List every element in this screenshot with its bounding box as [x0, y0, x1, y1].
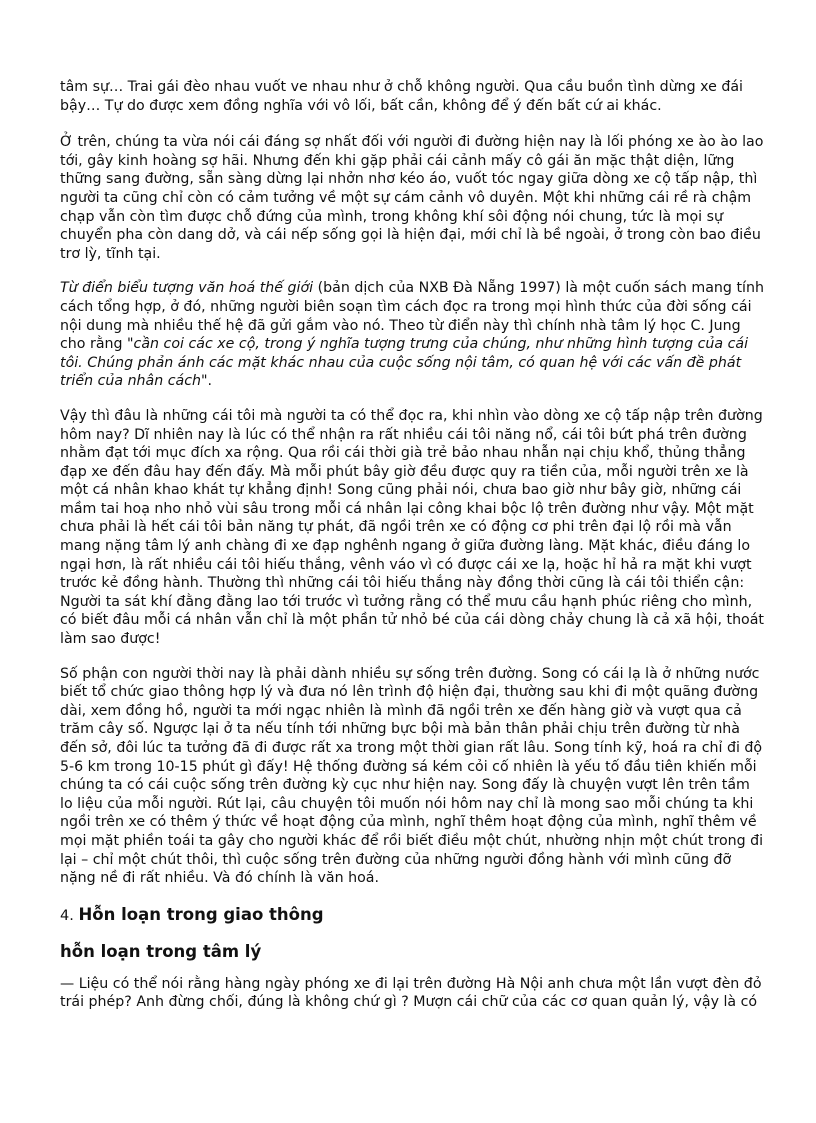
section-number: 4. — [60, 907, 79, 924]
section-subheading: hỗn loạn trong tâm lý — [60, 941, 262, 961]
paragraph-4: Vậy thì đâu là những cái tôi mà người ta có thể đọc ra, khi nhìn vào dòng xe cộ tấp nập trên đường hôm nay? Dĩ nhiên nay là lúc có thể nhận ra rất nhiều cái tôi năng nổ, cái tôi bứt phá trên đường nhằm đạt tới mục đích xa rộng. Qua rồi cái thời già trẻ bảo nhau nhẫn nại chịu khổ, thủng thẳng đạp xe đến đâu hay đến đấy. Mà mỗi phút bây giờ đều được quy ra tiền của, mỗi người trên xe là một cá nhân khao khát tự khẳng định! Song cũng phải nói, chưa bao giờ như bây giờ, những cái mầm tai hoạ nho nhỏ vùi sâu trong mỗi cá nhân lại công khai bộc lộ trên đường như vậy. Một mặt chưa phải là hết cái tôi bản năng tự phát, đã ngồi trên xe có động cơ phi trên đại lộ rồi mà vẫn mang nặng tâm lý anh chàng đi xe đạp nghênh ngang ở giữa đường làng. Mặt khác, điều đáng lo ngại hơn, là rất nhiều cái tôi hiếu thắng, vênh váo vì có được cái xe lạ, hoặc hỉ hả ra mặt khi vượt trước kẻ đồng hành. Thường thì những cái tôi hiếu thắng này đồng thời cũng là cái tôi thiển cận: Người ta sát khí đằng đằng lao tới trước vì tưởng rằng có thể mưu cầu hạnh phúc riêng cho mình, có biết đâu mỗi cá nhân vẫn chỉ là một phần tử nhỏ bé của cái dòng chảy chung là cả xã hội, thoát làm sao được! — [60, 407, 764, 648]
jung-quote: cần coi các xe cộ, trong ý nghĩa tượng trưng của chúng, như những hình tượng của cái tôi. Chúng phản ánh các mặt khác nhau của cuộc sống nội tâm, có quan hệ với các vấn đề phát triển của nhân cách — [60, 336, 749, 390]
document-body — [60, 78, 766, 1028]
book-title: Từ điển biểu tượng văn hoá thế giới — [60, 280, 314, 297]
paragraph-3-text: (bản dịch của NXB Đà Nẵng 1997) là một cuốn sách mang tính cách tổng hợp, ở đó, những người biên soạn tìm cách đọc ra trong mọi hình thức của đời sống cái nội dung mà nhiều thế hệ đã gửi gắm vào nó. Theo từ điển này thì chính nhà tâm lý học C. Jung cho rằng " — [60, 280, 764, 353]
paragraph-1: tâm sự… Trai gái đèo nhau vuốt ve nhau như ở chỗ không người. Qua cầu buồn tình dừng xe đái bậy… Tự do được xem đồng nghĩa với vô lối, bất cần, không để ý đến bất cứ ai khác. — [60, 79, 743, 114]
paragraph-5: Số phận con người thời nay là phải dành nhiều sự sống trên đường. Song có cái lạ là ở những nước biết tổ chức giao thông hợp lý và đưa nó lên trình độ hiện đại, thường sau khi đi một quãng đường dài, xem đồng hồ, người ta mới ngạc nhiên là mình đã ngồi trên xe đến hàng giờ và vượt qua cả trăm cây số. Ngược lại ở ta nếu tính tới những bực bội mà bản thân phải chịu trên đường từ nhà đến sở, đôi lúc ta tưởng đã đi được rất xa trong một thời gian rất lâu. Song tính kỹ, hoá ra chỉ đi độ 5-6 km trong 10-15 phút gì đấy! Hệ thống đường sá kém cỏi cố nhiên là yếu tố đầu tiên khiến mỗi chúng ta có cái cuộc sống trên đường kỳ cục như hiện nay. Song đấy là chuyện vượt lên trên tầm lo liệu của mỗi người. Rút lại, câu chuyện tôi muốn nói hôm nay chỉ là mong sao mỗi chúng ta khi ngồi trên xe có thêm ý thức về hoạt động của mình, nghĩ thêm hoạt động của mình, nghĩ thêm về mọi mặt phiền toái ta gây cho người khác để rồi biết điều một chút, nhường nhịn một chút trong đi lại – chỉ một chút thôi, thì cuộc sống trên đường của những người đồng hành với mình cũng đỡ nặng nề đi rất nhiều. Và đó chính là văn hoá. — [60, 665, 764, 887]
section-title: Hỗn loạn trong giao thông — [78, 904, 324, 924]
paragraph-3-end: ". — [201, 373, 213, 390]
paragraph-6: — Liệu có thể nói rằng hàng ngày phóng xe đi lại trên đường Hà Nội anh chưa một lần vượt đèn đỏ trái phép? Anh đừng chối, đúng là không chứ gì ? Mượn cái chữ của các cơ quan quản lý, vậy là có — [60, 975, 762, 1011]
paragraph-2: Ở trên, chúng ta vừa nói cái đáng sợ nhất đối với người đi đường hiện nay là lối phóng xe ào ào lao tới, gây kinh hoàng sợ hãi. Nhưng đến khi gặp phải cái cảnh mấy cô gái ăn mặc thật diện, lững thững sang đường, sẵn sàng dừng lại nhởn nhơ kéo áo, vuốt tóc ngay giữa dòng xe cộ tấp nập, thì người ta cũng chỉ còn có cảm tưởng về một sự cám cảnh vô duyên. Một khi những cái rề rà chậm chạp vẫn còn tìm được chỗ đứng của mình, trong không khí sôi động nói chung, tức là mọi sự chuyển pha còn dang dở, và cái nếp sống gọi là hiện đại, mới chỉ là bề ngoài, ở trong còn bao điều trơ lỳ, tĩnh tại. — [60, 134, 764, 262]
section-heading — [60, 904, 766, 927]
paragraph-3 — [60, 279, 766, 391]
